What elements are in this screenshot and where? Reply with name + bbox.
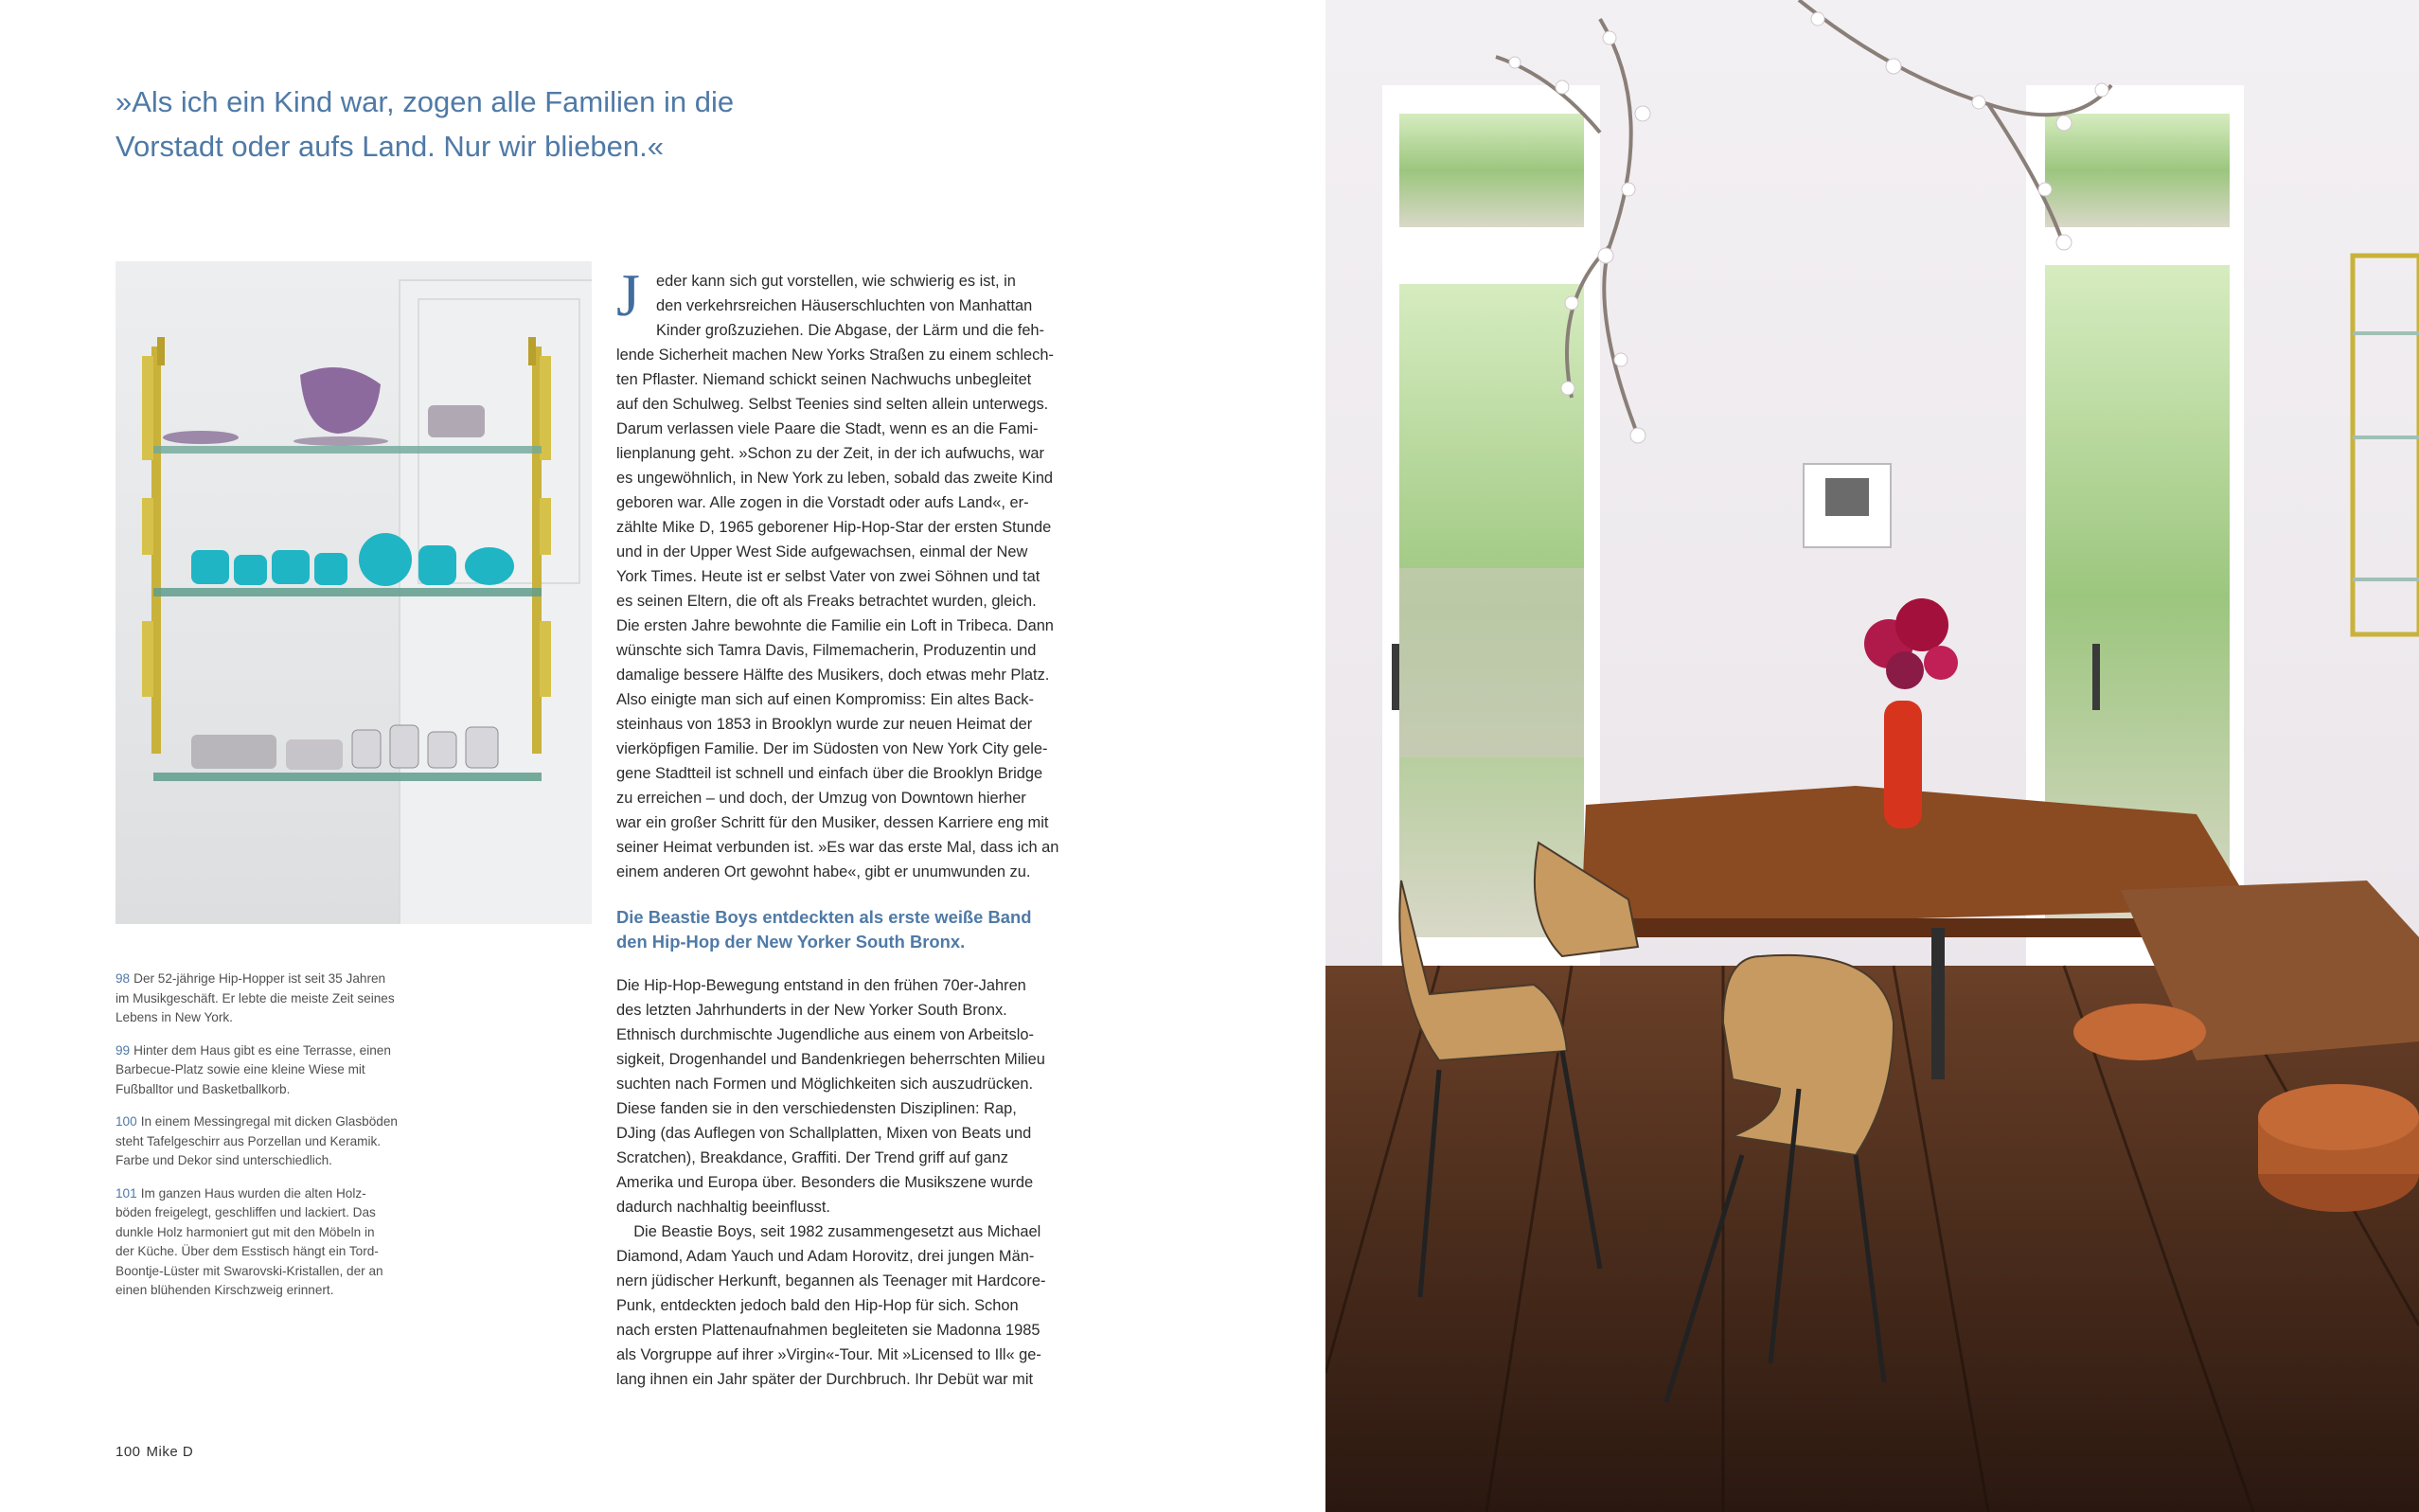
body-paragraphs [616,973,1099,1392]
caption-number: 101 [116,1185,137,1201]
caption-number: 99 [116,1042,131,1058]
caption-100 [116,1112,433,1171]
caption-line: der Küche. Über dem Esstisch hängt ein Tord- [116,1244,379,1258]
running-title: Mike D [146,1444,194,1460]
text-line: Die ersten Jahre bewohnte die Familie ein Loft in Tribeca. Dann [616,617,1054,634]
text-line: Ethnisch durchmischte Jugendliche aus einem von Arbeitslo- [616,1026,1034,1043]
article-intro [616,261,1099,884]
caption-line: einen blühenden Kirschzweig erinnert. [116,1283,334,1297]
text-line: damalige bessere Hälfte des Musikers, doch etwas mehr Platz. [616,667,1050,684]
caption-number: 100 [116,1114,137,1129]
caption-line: Lebens in New York. [116,1010,233,1024]
text-line: eder kann sich gut vorstellen, wie schwierig es ist, in [656,273,1016,290]
caption-line: In einem Messingregal mit dicken Glasböden [140,1114,398,1129]
text-line: dadurch nachhaltig beeinflusst. [616,1199,830,1216]
caption-line: Hinter dem Haus gibt es eine Terrasse, einen [133,1042,391,1058]
subheading-line: den Hip-Hop der New Yorker South Bronx. [616,932,966,952]
text-line: nern jüdischer Herkunft, begannen als Teenager mit Hardcore- [616,1272,1046,1290]
text-line: auf den Schulweg. Selbst Teenies sind selten allein unterwegs. [616,396,1049,413]
text-line: einem anderen Ort gewohnt habe«, gibt er unumwunden zu. [616,863,1031,881]
text-line: Amerika und Europa über. Besonders die Musikszene wurde [616,1174,1034,1191]
subheading-line: Die Beastie Boys entdeckten als erste weiße Band [616,907,1032,927]
article-body [616,261,1099,1392]
text-line: als Vorgruppe auf ihrer »Virgin«-Tour. Mit »Licensed to Ill« ge- [616,1346,1041,1363]
caption-99 [116,1041,433,1100]
text-line: York Times. Heute ist er selbst Vater von zwei Söhnen und tat [616,568,1041,585]
text-line: war ein großer Schritt für den Musiker, dessen Karriere eng mit [616,814,1049,831]
caption-list [116,969,433,1314]
text-line: Die Beastie Boys, seit 1982 zusammengesetzt aus Michael [616,1223,1041,1240]
text-line: Scratchen), Breakdance, Graffiti. Der Trend griff auf ganz [616,1149,1008,1166]
caption-101 [116,1184,433,1301]
pull-quote-line-2: Vorstadt oder aufs Land. Nur wir blieben.« [116,130,665,163]
subheading [616,905,1099,954]
caption-number: 98 [116,971,131,986]
text-line: den verkehrsreichen Häuserschluchten von Manhattan [656,297,1033,314]
caption-line: böden freigelegt, geschliffen und lackiert. Das [116,1205,376,1219]
pull-quote [116,80,835,169]
text-line: Punk, entdeckten jedoch bald den Hip-Hop für sich. Schon [616,1297,1019,1314]
text-line: zu erreichen – und doch, der Umzug von Downtown hierher [616,790,1026,807]
caption-line: Im ganzen Haus wurden die alten Holz- [140,1185,366,1201]
text-line: Diamond, Adam Yauch und Adam Horovitz, drei jungen Män- [616,1248,1035,1265]
text-line: und in der Upper West Side aufgewachsen, einmal der New [616,543,1028,560]
caption-line: Barbecue-Platz sowie eine kleine Wiese mit [116,1062,365,1076]
text-line: des letzten Jahrhunderts in der New Yorker South Bronx. [616,1002,1007,1019]
shelf-photo [116,261,592,924]
text-line: lienplanung geht. »Schon zu der Zeit, in der ich aufwuchs, war [616,445,1044,462]
text-line: zählte Mike D, 1965 geborener Hip-Hop-Star der ersten Stunde [616,519,1052,536]
caption-line: Der 52-jährige Hip-Hopper ist seit 35 Jahren [133,971,386,986]
caption-line: Fußballtor und Basketballkorb. [116,1081,291,1096]
intro-paragraph [616,269,1099,884]
caption-line: Farbe und Dekor sind unterschiedlich. [116,1153,332,1167]
text-line: wünschte sich Tamra Davis, Filmemacherin, Produzentin und [616,642,1037,659]
caption-line: dunkle Holz harmoniert gut mit den Möbeln in [116,1224,375,1239]
text-line: ten Pflaster. Niemand schickt seinen Nachwuchs unbegleitet [616,371,1032,388]
text-line: sigkeit, Drogenhandel und Bandenkriegen beherrschten Milieu [616,1051,1045,1068]
text-line: Darum verlassen viele Paare die Stadt, wenn es an die Fami- [616,420,1039,437]
text-line: es ungewöhnlich, in New York zu leben, sobald das zweite Kind [616,470,1054,487]
text-line: suchten nach Formen und Möglichkeiten sich auszudrücken. [616,1076,1034,1093]
text-line: lende Sicherheit machen New Yorks Straßen zu einem schlech- [616,347,1054,364]
text-line: Also einigte man sich auf einen Kompromiss: Ein altes Back- [616,691,1034,708]
caption-line: im Musikgeschäft. Er lebte die meiste Zeit seines [116,990,395,1005]
caption-line: steht Tafelgeschirr aus Porzellan und Keramik. [116,1133,382,1148]
caption-98 [116,969,433,1028]
dining-room-photo [1325,0,2419,1512]
caption-line: Boontje-Lüster mit Swarovski-Kristallen, der an [116,1263,383,1278]
text-line: Kinder großzuziehen. Die Abgase, der Lärm und die feh- [656,322,1045,339]
page-folio [116,1444,193,1460]
pull-quote-line-1: »Als ich ein Kind war, zogen alle Familien in die [116,85,735,118]
text-line: seiner Heimat verbunden ist. »Es war das erste Mal, dass ich an [616,839,1059,856]
text-line: vierköpfigen Familie. Der im Südosten von New York City gele- [616,740,1048,757]
text-line: geboren war. Alle zogen in die Vorstadt oder aufs Land«, er- [616,494,1029,511]
brass-shelf-illustration [116,261,592,924]
page-number: 100 [116,1444,141,1460]
text-line: Die Hip-Hop-Bewegung entstand in den frühen 70er-Jahren [616,977,1026,994]
text-line: nach ersten Plattenaufnahmen begleiteten sie Madonna 1985 [616,1322,1041,1339]
dining-room-illustration [1325,0,2419,1512]
text-line: gene Stadtteil ist schnell und einfach über die Brooklyn Bridge [616,765,1043,782]
drop-cap: J [616,261,640,329]
text-line: Diese fanden sie in den verschiedensten Disziplinen: Rap, [616,1100,1017,1117]
text-line: DJing (das Auflegen von Schallplatten, Mixen von Beats und [616,1125,1032,1142]
text-line: lang ihnen ein Jahr später der Durchbruch. Ihr Debüt war mit [616,1371,1034,1388]
text-line: es seinen Eltern, die oft als Freaks betrachtet wurden, gleich. [616,593,1037,610]
text-line: steinhaus von 1853 in Brooklyn wurde zur neuen Heimat der [616,716,1033,733]
